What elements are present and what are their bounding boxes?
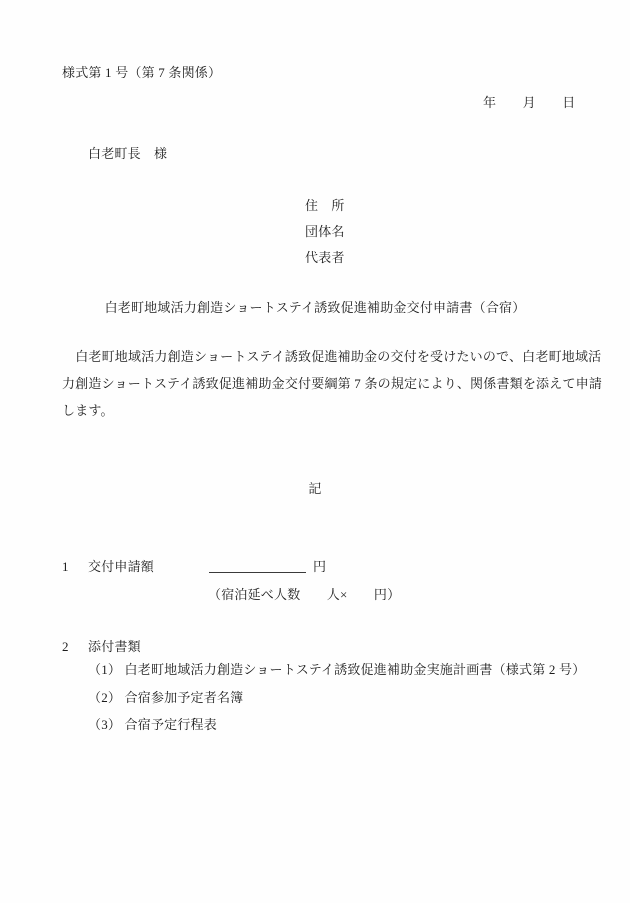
attachments-item-label: 添付書類	[88, 639, 141, 654]
body-line-3: します。	[62, 403, 114, 418]
form-number: 様式第 1 号（第 7 条関係）	[62, 65, 222, 80]
organization-name-label: 団体名	[305, 224, 345, 239]
attachment-item-1: （1） 白老町地域活力創造ショートステイ誘致促進補助金実施計画書（様式第 2 号）	[88, 662, 586, 677]
attachments-item-number: 2	[62, 639, 69, 654]
address-label: 住 所	[305, 198, 345, 213]
amount-item-number: 1	[62, 559, 69, 574]
body-line-1: 白老町地域活力創造ショートステイ誘致促進補助金の交付を受けたいので、白老町地域活	[62, 349, 602, 364]
document-title: 白老町地域活力創造ショートステイ誘致促進補助金交付申請書（合宿）	[104, 300, 526, 315]
section-marker: 記	[308, 481, 322, 496]
amount-detail-line: （宿泊延べ人数 人× 円）	[208, 587, 401, 602]
attachment-item-3: （3） 合宿予定行程表	[88, 717, 217, 732]
date-line: 年 月 日	[483, 95, 576, 110]
amount-fill-underline	[209, 558, 306, 573]
body-line-2: 力創造ショートステイ誘致促進補助金交付要綱第 7 条の規定により、関係書類を添えて申請	[62, 376, 603, 391]
recipient-line: 白老町長 様	[88, 146, 168, 161]
amount-unit-label: 円	[313, 559, 327, 574]
amount-item-label: 交付申請額	[88, 559, 155, 574]
attachment-item-2: （2） 合宿参加予定者名簿	[88, 690, 244, 705]
representative-label: 代表者	[305, 250, 345, 265]
